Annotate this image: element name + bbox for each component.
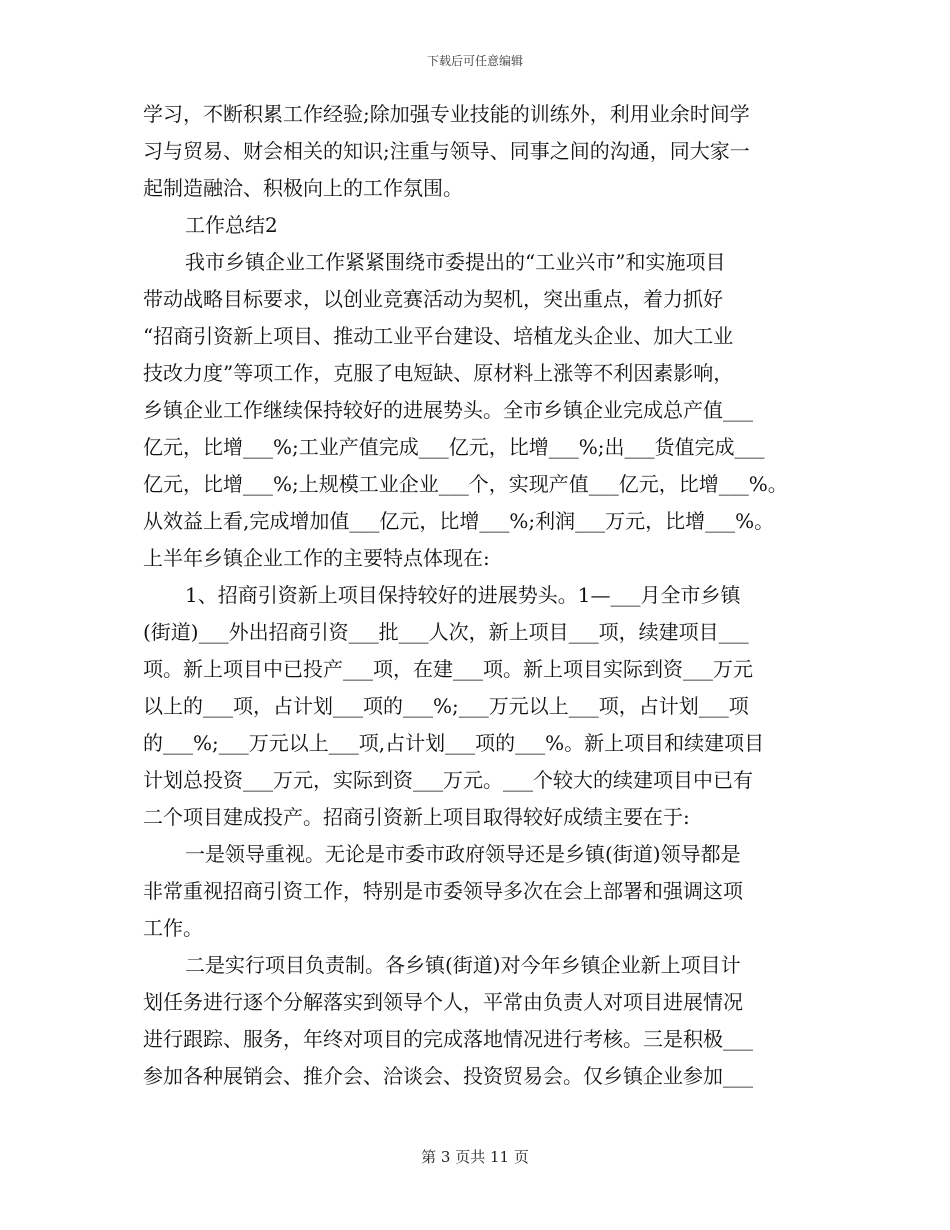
text-line: 划任务进行逐个分解落实到领导个人，平常由负责人对项目进展情况 [143,990,743,1014]
text-line: “招商引资新上项目、推动工业平台建设、培植龙头企业、加大工业 [143,324,734,348]
text-line: 起制造融洽、积极向上的工作氛围。 [143,176,463,200]
page-footer: 第 3 页共 11 页 [421,1148,529,1166]
text-line: 非常重视招商引资工作，特别是市委领导多次在会上部署和强调这项 [143,879,743,903]
text-line: 项。新上项目中已投产___项，在建___项。新上项目实际到资___万元 [143,657,753,681]
text-line: 的___%;___万元以上___项,占计划___项的___%。新上项目和续建项目 [143,731,765,755]
text-line: 我市乡镇企业工作紧紧围绕市委提出的“工业兴市”和实施项目 [185,250,726,274]
text-line: 以上的___项，占计划___项的___%;___万元以上___项，占计划___项 [143,694,749,718]
text-line: 技改力度”等项工作，克服了电短缺、原材料上涨等不利因素影响， [143,361,734,385]
text-line: (街道)___外出招商引资___批___人次，新上项目___项，续建项目___ [143,620,749,644]
text-line: 进行跟踪、服务，年终对项目的完成落地情况进行考核。三是积极___ [143,1027,753,1051]
text-line: 参加各种展销会、推介会、洽谈会、投资贸易会。仅乡镇企业参加___ [143,1064,753,1088]
text-line: 乡镇企业工作继续保持较好的进展势头。全市乡镇企业完成总产值___ [143,398,753,422]
document-body [143,96,813,1095]
text-line: 二个项目建成投产。招商引资新上项目取得较好成绩主要在于: [143,805,690,829]
text-line: 学习，不断积累工作经验;除加强专业技能的训练外，利用业余时间学 [143,102,750,126]
text-line: 习与贸易、财会相关的知识;注重与领导、同事之间的沟通，同大家一 [143,139,750,163]
text-line: 从效益上看,完成增加值___亿元，比增___%;利润___万元，比增___%。 [143,509,775,533]
text-line: 上半年乡镇企业工作的主要特点体现在: [143,546,490,570]
text-line: 工作总结2 [185,213,278,237]
text-line: 亿元，比增___%;上规模工业企业___个，实现产值___亿元，比增___%。 [143,472,788,496]
text-line: 亿元，比增___%;工业产值完成___亿元，比增___%;出___货值完成___ [143,435,765,459]
page-header: 下载后可任意编辑 [426,54,523,68]
text-line: 二是实行项目负责制。各乡镇(街道)对今年乡镇企业新上项目计 [185,953,741,977]
text-line: 一是领导重视。无论是市委市政府领导还是乡镇(街道)领导都是 [185,842,741,866]
text-line: 工作。 [143,916,203,940]
text-line: 计划总投资___万元，实际到资___万元。___个较大的续建项目中已有 [143,768,753,792]
text-line: 1、招商引资新上项目保持较好的进展势头。1—___月全市乡镇 [185,583,741,607]
text-line: 带动战略目标要求，以创业竞赛活动为契机，突出重点，着力抓好 [143,287,723,311]
